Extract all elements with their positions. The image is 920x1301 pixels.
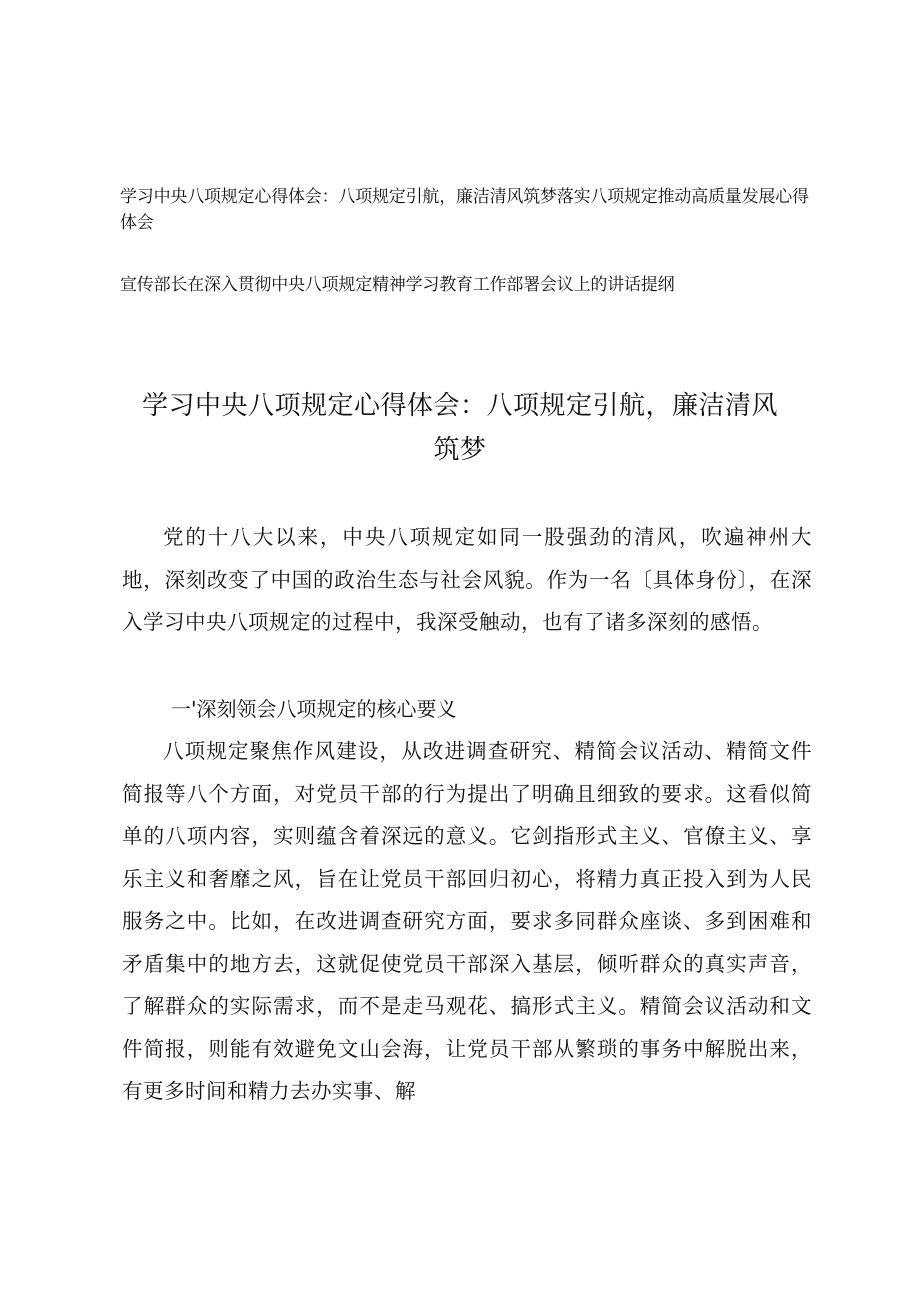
- article-title-line-2: 筑梦: [433, 435, 487, 465]
- paragraph-intro: 党的十八大以来，中央八项规定如同一股强劲的清风，吹遍神州大地，深刻改变了中国的政治生态与社会风貌。作为一名〔具体身份〕，在深入学习中央八项规定的过程中，我深受触动，也有了诸多深刻的感悟。: [122, 525, 812, 634]
- toc-item-2[interactable]: 宣传部长在深入贯彻中央八项规定精神学习教育工作部署会议上的讲话提纲: [120, 275, 675, 295]
- toc-item-1[interactable]: 学习中央八项规定心得体会：八项规定引航，廉洁清风筑梦落实八项规定推动高质量发展心得体会: [120, 187, 809, 233]
- paragraph-section-1: 八项规定聚焦作风建设，从改进调查研究、精简会议活动、精简文件简报等八个方面，对党员干部的行为提出了明确且细致的要求。这看似简单的八项内容，实则蕴含着深远的意义。它剑指形式主义、官僚主义、享乐主义和奢靡之风，旨在让党员干部回归初心，将精力真正投入到为人民服务之中。比如，在改进调查研究方面，要求多同群众座谈、多到困难和矛盾集中的地方去，这就促使党员干部深入基层，倾听群众的真实声音，了解群众的实际需求，而不是走马观花、搞形式主义。精简会议活动和文件简报，则能有效避免文山会海，让党员干部从繁琐的事务中解脱出来，有更多时间和精力去办实事、解: [122, 739, 812, 1103]
- article-title: [120, 384, 800, 472]
- section-heading-1: 一'深刻领会八项规定的核心要义: [171, 697, 457, 721]
- article-title-line-1: 学习中央八项规定心得体会：八项规定引航，廉洁清风: [141, 391, 778, 421]
